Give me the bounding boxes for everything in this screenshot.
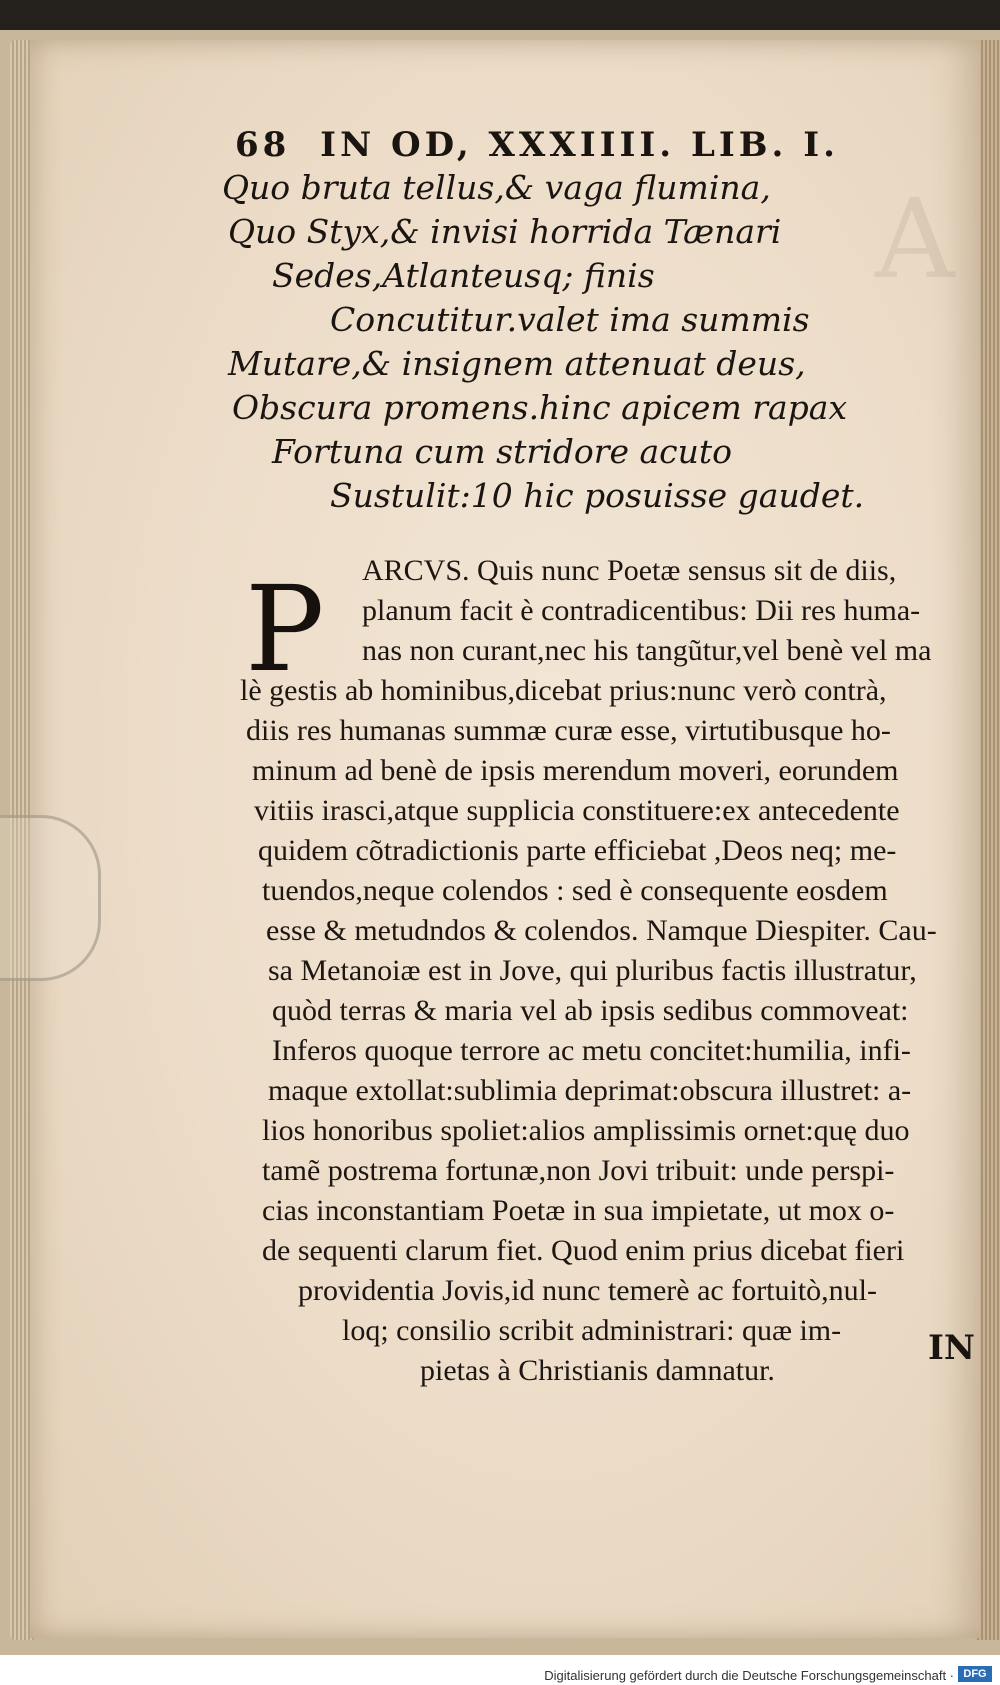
commentary-line: tamẽ postrema fortunæ,non Jovi tribuit: unde perspi- [262, 1154, 895, 1187]
commentary-line: ARCVS. Quis nunc Poetæ sensus sit de diis, [362, 554, 897, 587]
commentary-line: Inferos quoque terrore ac metu concitet:humilia, infi- [272, 1034, 911, 1067]
verse-line: Quo bruta tellus,& vaga flumina, [222, 168, 771, 207]
running-title: IN OD, XXXIIII. LIB. I. [320, 125, 839, 165]
commentary-line: lè gestis ab hominibus,dicebat prius:nunc verò contrà, [240, 674, 887, 707]
commentary-line: quòd terras & maria vel ab ipsis sedibus commoveat: [272, 994, 909, 1027]
running-header [235, 125, 935, 165]
commentary-line: planum facit è contradicentibus: Dii res huma- [362, 594, 921, 627]
commentary-line: maque extollat:sublimia deprimat:obscura illustret: a- [268, 1074, 912, 1107]
commentary-line: minum ad benè de ipsis merendum moveri, eorundem [252, 754, 899, 787]
verse-line: Mutare,& insignem attenuat deus, [228, 344, 806, 383]
commentary-line: nas non curant,nec his tangũtur,vel benè vel ma [362, 634, 932, 667]
commentary-line: cias inconstantiam Poetæ in sua impietate, ut mox o- [262, 1194, 895, 1227]
commentary-line: quidem cõtradictionis parte efficiebat ,Deos neq; me- [258, 834, 897, 867]
commentary-line: de sequenti clarum fiet. Quod enim prius dicebat fieri [262, 1234, 905, 1267]
verse-line: Obscura promens.hinc apicem rapax [232, 388, 848, 427]
dfg-logo-icon: DFG [958, 1666, 992, 1682]
commentary-line: loq; consilio scribit administrari: quæ im- [342, 1314, 842, 1347]
commentary-line: pietas à Christianis damnatur. [420, 1354, 775, 1387]
commentary-line: sa Metanoiæ est in Jove, qui pluribus factis illustratur, [268, 954, 917, 987]
commentary-line: tuendos,neque colendos : sed è consequente eosdem [262, 874, 888, 907]
verse-line: Quo Styx,& invisi horrida Tænari [228, 212, 782, 251]
verse-line: Concutitur.valet ima summis [330, 300, 810, 339]
verse-line: Sedes,Atlanteusq; finis [272, 256, 655, 295]
commentary-line: diis res humanas summæ curæ esse, virtutibusque ho- [246, 714, 891, 747]
page-number: 68 [235, 125, 291, 165]
drop-cap: P [245, 560, 325, 698]
catchword: IN [928, 1328, 975, 1368]
page-clip [0, 815, 101, 981]
commentary-line: vitiis irasci,atque supplicia constituere:ex antecedente [254, 794, 900, 827]
verse-line: Sustulit:10 hic posuisse gaudet. [330, 476, 865, 515]
commentary-line: providentia Jovis,id nunc temerè ac fortuitò,nul- [298, 1274, 878, 1307]
bleed-through: A [875, 175, 955, 303]
commentary-line: esse & metudndos & colendos. Namque Diespiter. Cau- [266, 914, 937, 947]
commentary-line: lios honoribus spoliet:alios amplissimis ornet:quę duo [262, 1114, 910, 1147]
verse-line: Fortuna cum stridore acuto [272, 432, 733, 471]
funding-notice: Digitalisierung gefördert durch die Deutsche Forschungsgemeinschaft · [544, 1668, 954, 1683]
